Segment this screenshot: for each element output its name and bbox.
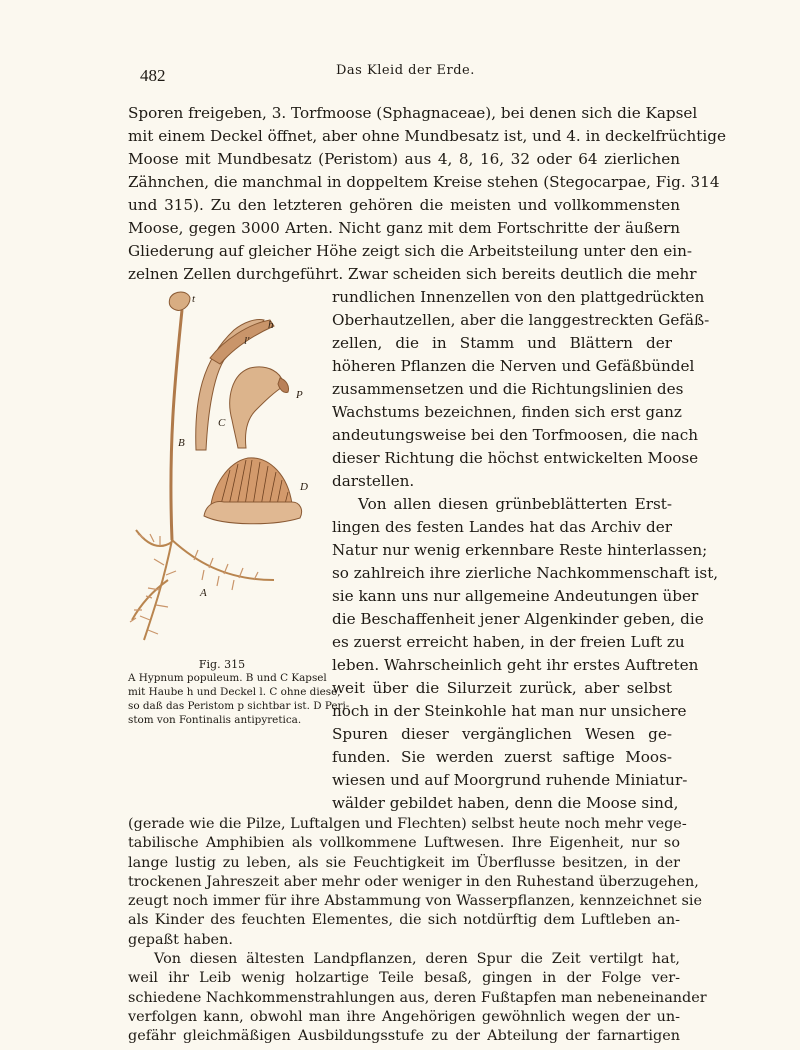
figure-caption-line: mit Haube h und Deckel l. C ohne diese, <box>128 686 341 698</box>
text-line: zusammensetzen und die Richtungslinien des <box>332 380 684 398</box>
running-title: Das Kleid der Erde. <box>336 63 475 78</box>
figure-caption-line: stom von Fontinalis antipyretica. <box>128 714 302 726</box>
text-line: Von allen diesen grünbeblätterten Erst- <box>358 495 672 513</box>
label-a: A <box>200 587 207 599</box>
text-line: weil ihr Leib wenig holzartige Teile besaß, gingen in der Folge ver- <box>128 970 680 987</box>
text-line: Zähnchen, die manchmal in doppeltem Kreise stehen (Stegocarpae, Fig. 314 <box>128 173 720 191</box>
text-line: Moose, gegen 3000 Arten. Nicht ganz mit dem Fortschritte der äußern <box>128 219 680 237</box>
text-line: Spuren dieser vergänglichen Wesen ge- <box>332 725 672 743</box>
text-line: dieser Richtung die höchst entwickelten Moose <box>332 449 699 467</box>
text-line: sie kann uns nur allgemeine Andeutungen über <box>332 587 699 605</box>
text-line: tabilische Amphibien als vollkommene Luftwesen. Ihre Eigenheit, nur so <box>128 835 680 852</box>
label-b: B <box>178 437 185 449</box>
figure-title: Fig. 315 <box>198 658 246 671</box>
text-line: zellen, die in Stamm und Blättern der <box>332 334 672 352</box>
text-line: noch in der Steinkohle hat man nur unsichere <box>332 702 687 720</box>
text-line: mit einem Deckel öffnet, aber ohne Mundbesatz ist, und 4. in deckelfrüchtige <box>128 127 726 145</box>
text-line: gepaßt haben. <box>128 931 233 948</box>
text-line: leben. Wahrscheinlich geht ihr erstes Auftreten <box>332 656 699 674</box>
label-p: P <box>296 389 303 401</box>
figure-caption-line: so daß das Peristom p sichtbar ist. D Peri- <box>128 700 350 712</box>
text-line: weit über die Silurzeit zurück, aber selbst <box>332 679 672 697</box>
text-line: wiesen und auf Moorgrund ruhende Miniatur- <box>332 771 688 789</box>
moss-illustration <box>124 280 316 658</box>
text-line: zelnen Zellen durchgeführt. Zwar scheiden sich bereits deutlich die mehr <box>128 265 697 283</box>
label-l: l' <box>244 335 250 347</box>
text-line: (gerade wie die Pilze, Luftalgen und Flechten) selbst heute noch mehr vege- <box>128 816 687 832</box>
text-line: und 315). Zu den letzteren gehören die meisten und vollkommensten <box>128 196 680 214</box>
text-line: rundlichen Innenzellen von den plattgedrückten <box>332 288 705 306</box>
label-d: D <box>300 481 308 493</box>
text-line: Wachstums bezeichnen, finden sich erst ganz <box>332 403 682 421</box>
text-line: verfolgen kann, obwohl man ihre Angehörigen gewöhnlich wegen der un- <box>128 1008 680 1025</box>
label-h: h <box>268 319 274 331</box>
text-line: die Beschaffenheit jener Algenkinder geben, die <box>332 610 704 628</box>
text-line: es zuerst erreicht haben, in der freien Luft zu <box>332 633 685 651</box>
label-c: C <box>218 417 226 429</box>
text-line: lingen des festen Landes hat das Archiv der <box>332 518 672 536</box>
text-line: als Kinder des feuchten Elementes, die sich notdürftig dem Luftleben an- <box>128 912 680 929</box>
text-line: Sporen freigeben, 3. Torfmoose (Sphagnaceae), bei denen sich die Kapsel <box>128 104 698 122</box>
text-line: so zahlreich ihre zierliche Nachkommenschaft ist, <box>332 564 719 582</box>
text-line: Natur nur wenig erkennbare Reste hinterlassen; <box>332 541 708 559</box>
text-line: gefähr gleichmäßigen Ausbildungsstufe zu der Abteilung der farnartigen <box>128 1028 680 1044</box>
text-line: Oberhautzellen, aber die langgestreckten Gefäß- <box>332 311 710 329</box>
text-line: zeugt noch immer für ihre Abstammung von Wasserpflanzen, kennzeichnet sie <box>128 893 703 910</box>
text-line: Moose mit Mundbesatz (Peristom) aus 4, 8, 16, 32 oder 64 zierlichen <box>128 150 680 168</box>
text-line: Von diesen ältesten Landpflanzen, deren Spur die Zeit vertilgt hat, <box>154 950 680 967</box>
text-line: wälder gebildet haben, denn die Moose sind, <box>332 794 679 812</box>
text-line: andeutungsweise bei den Torfmoosen, die nach <box>332 426 699 444</box>
text-line: schiedene Nachkommenstrahlungen aus, deren Fußtapfen man nebeneinander <box>128 989 707 1006</box>
label-t: t <box>192 293 196 305</box>
text-line: lange lustig zu leben, als sie Feuchtigkeit im Überflusse besitzen, in der <box>128 854 680 871</box>
text-line: höheren Pflanzen die Nerven und Gefäßbündel <box>332 357 695 375</box>
figure-caption-line: A Hypnum populeum. B und C Kapsel <box>128 672 327 684</box>
text-line: trockenen Jahreszeit aber mehr oder weniger in den Ruhestand überzugehen, <box>128 873 699 890</box>
text-line: Gliederung auf gleicher Höhe zeigt sich die Arbeitsteilung unter den ein- <box>128 242 693 260</box>
text-line: darstellen. <box>332 472 415 490</box>
page-number: 482 <box>140 66 166 85</box>
text-line: funden. Sie werden zuerst saftige Moos- <box>332 748 672 766</box>
